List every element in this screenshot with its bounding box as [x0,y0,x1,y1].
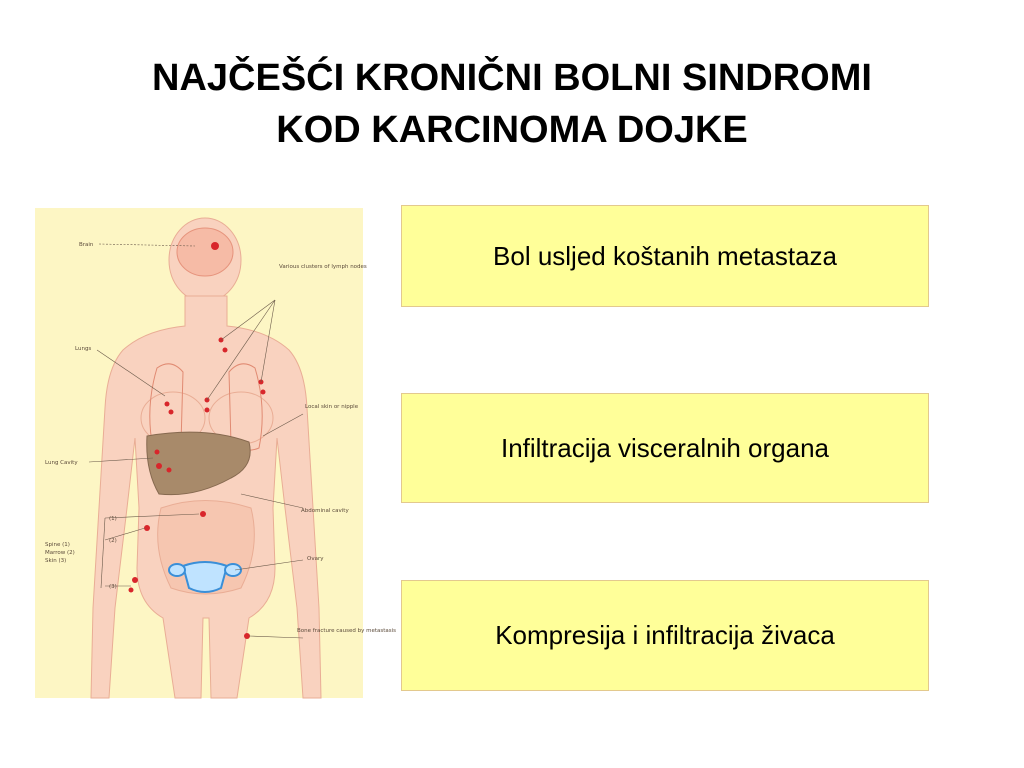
label-brain: Brain [79,242,94,248]
pain-syndrome-box-2 [401,393,929,503]
anatomy-svg [35,208,397,698]
label-n3: (3) [109,584,117,590]
brain [177,228,233,276]
slide-title [40,52,984,156]
pain-syndrome-label-1: Bol usljed koštanih metastaza [493,240,837,271]
label-ovary: Ovary [307,556,324,562]
pain-syndrome-box-3 [401,580,929,691]
label-lungs: Lungs [75,346,92,352]
anatomy-illustration [35,208,397,698]
label-n1: (1) [109,516,117,522]
label-n2: (2) [109,538,117,544]
label-spine: Spine (1) [45,542,70,548]
slide-title-line2: KOD KARCINOMA DOJKE [276,109,748,151]
label-marrow: Marrow (2) [45,550,75,556]
label-abdominal: Abdominal cavity [301,508,349,514]
label-skin: Skin (3) [45,558,67,564]
pain-syndrome-box-1 [401,205,929,307]
label-lymph: Various clusters of lymph nodes [279,264,367,270]
label-lung-cavity: Lung Cavity [45,460,78,466]
pain-syndrome-label-3: Kompresija i infiltracija živaca [495,620,835,650]
slide-title-line1: NAJČEŠĆI KRONIČNI BOLNI SINDROMI [152,57,872,99]
label-bone-fracture: Bone fracture caused by metastasis [297,628,397,634]
label-local-skin: Local skin or nipple [305,404,359,410]
pain-syndrome-label-2: Infiltracija visceralnih organa [500,432,830,463]
